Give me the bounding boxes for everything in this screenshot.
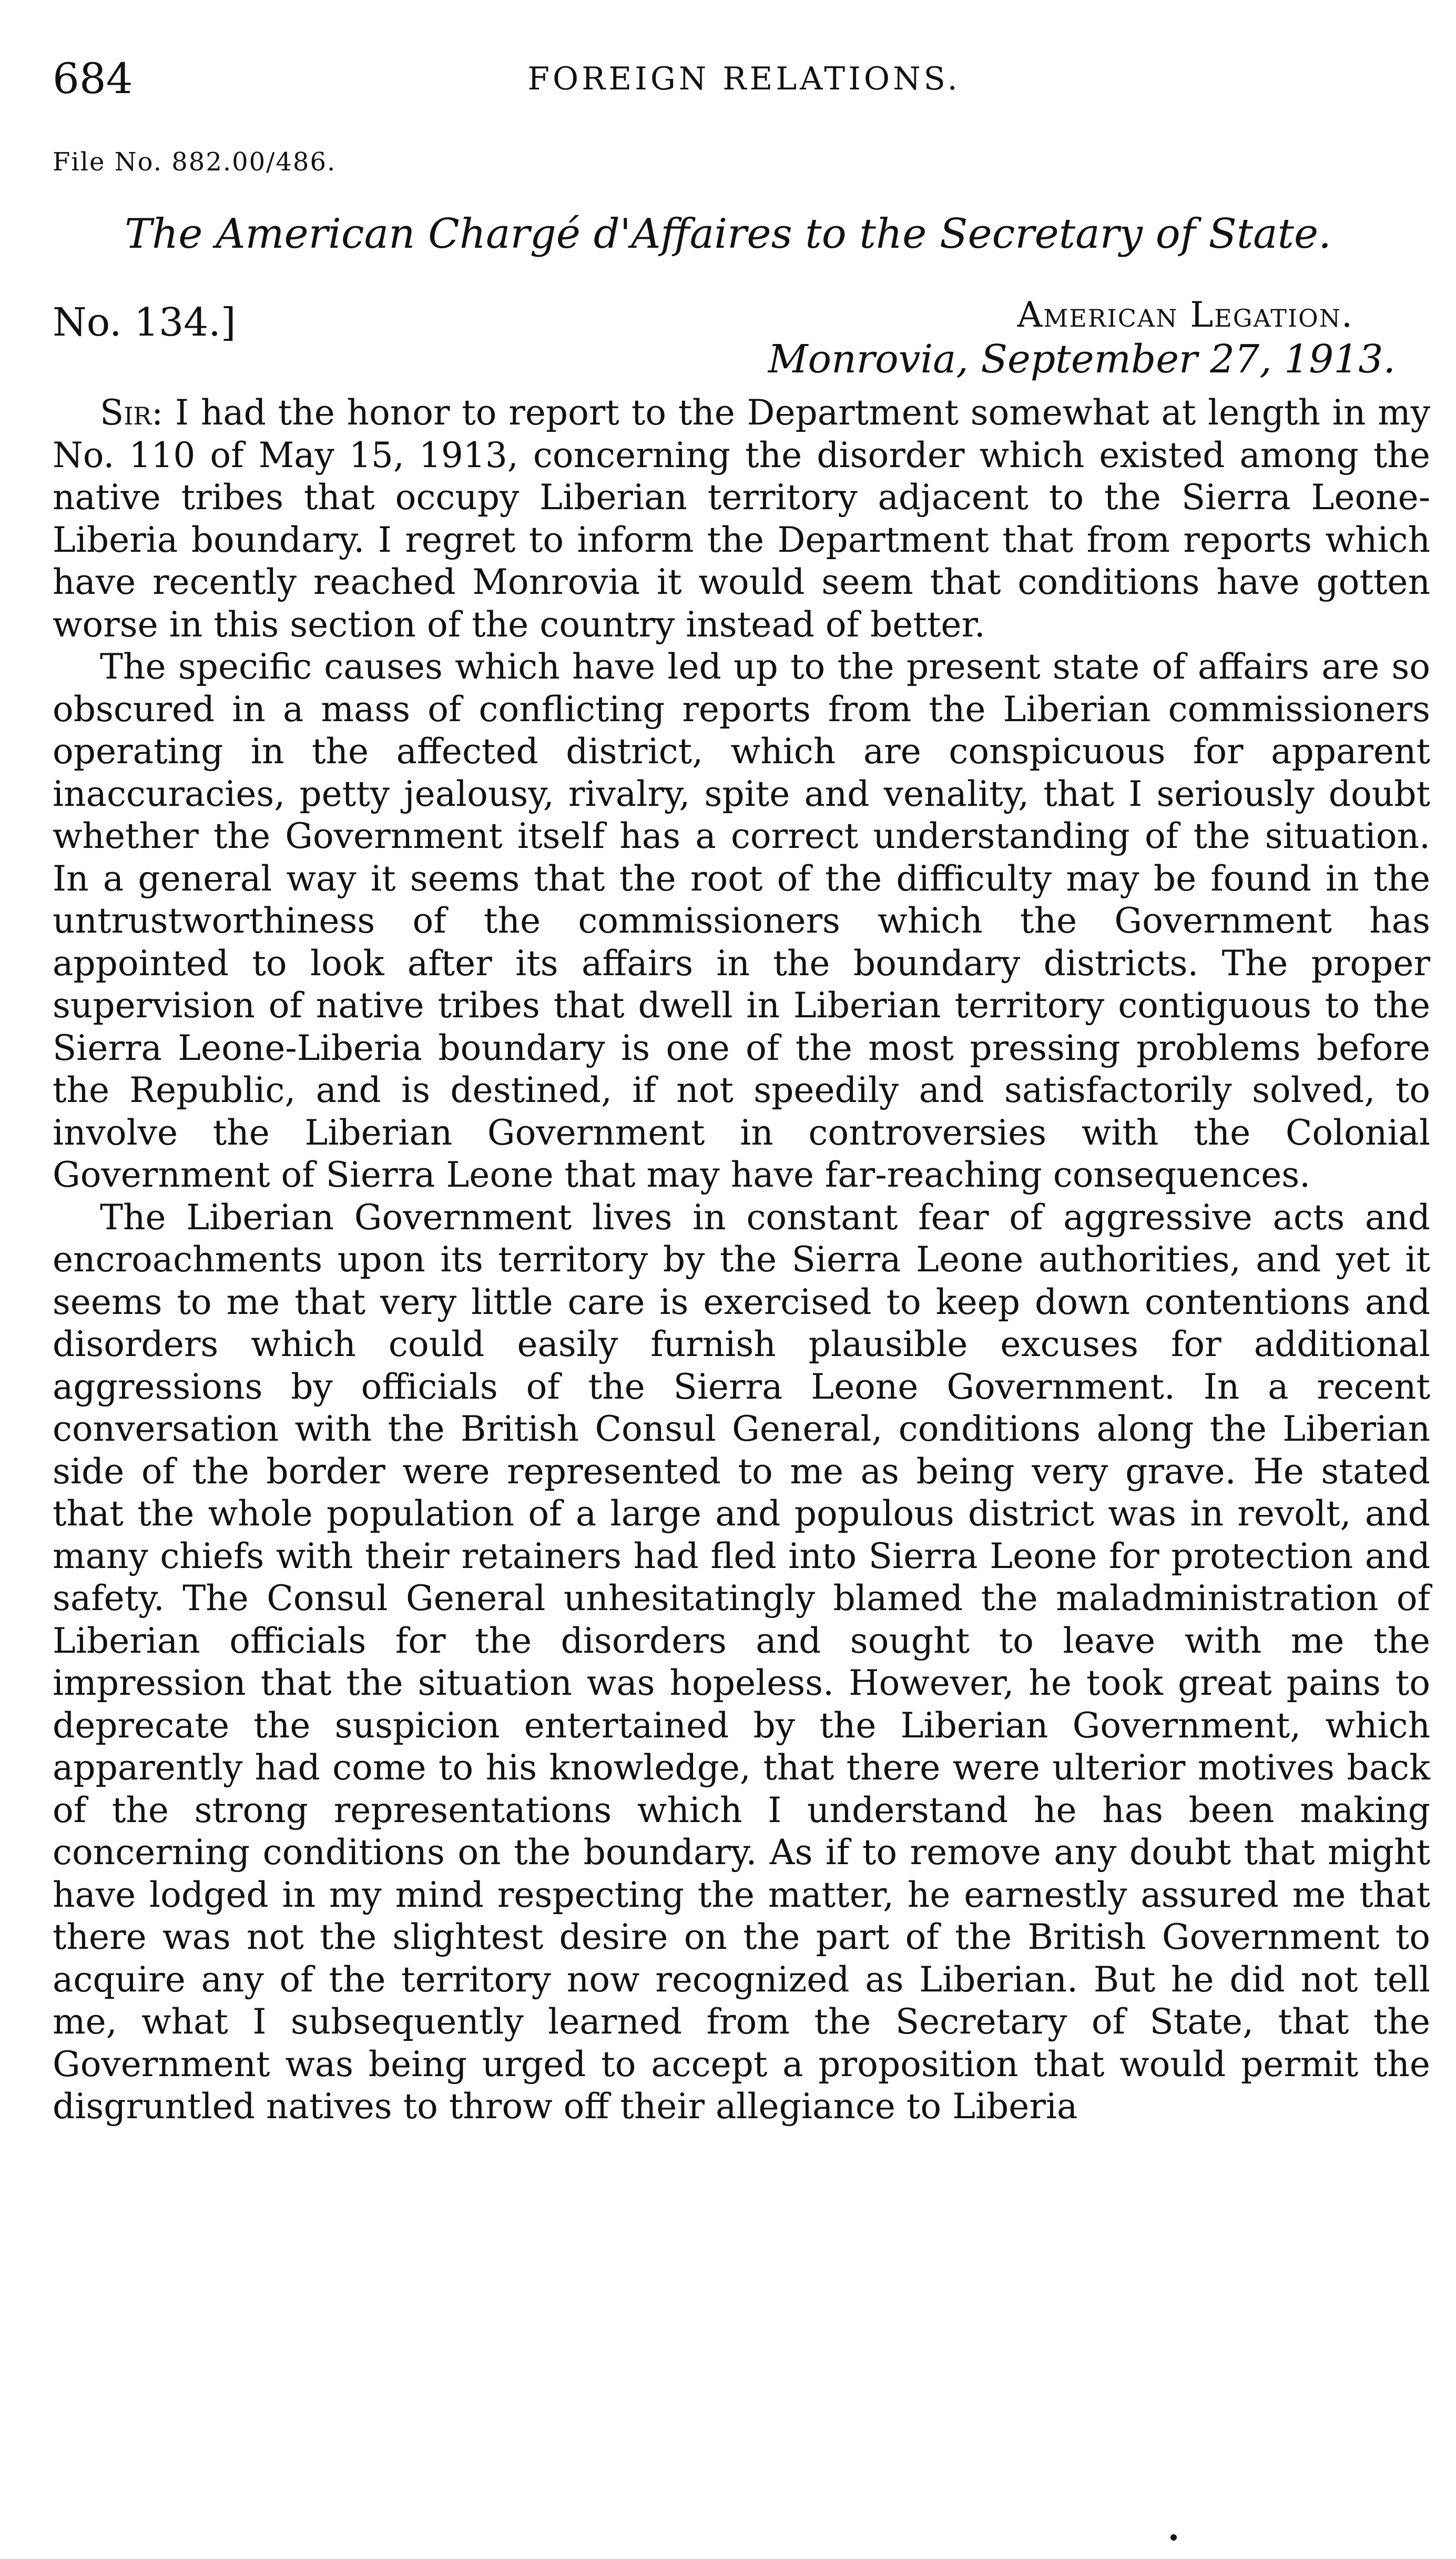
page-header [53, 50, 1435, 108]
document-title: The American Chargé d'Affaires to the Secretary of State. [125, 210, 1331, 258]
print-mark [1170, 2534, 1177, 2541]
paragraph-1-text: I had the honor to report to the Department somewhat at length in my No. 110 of May 15, 1913, concerning the disorder which existed among the native tribes that occupy Liberian territory adjacent to the Sierra Leone-Liberia boundary. I regret to inform the Department that from reports which have recently reached Monrovia it would seem that conditions have gotten worse in this section of the country instead of better. [53, 392, 1430, 645]
dispatch-number: No. 134.] [53, 300, 236, 345]
running-head: FOREIGN RELATIONS. [527, 60, 961, 97]
letter-body [53, 392, 1430, 2128]
dateline: Monrovia, September 27, 1913. [768, 337, 1396, 382]
paragraph-1 [53, 392, 1430, 646]
paragraph-3: The Liberian Government lives in constant fear of aggressive acts and encroachments upon its territory by the Sierra Leone authorities, and yet it seems to me that very little care is exercised to keep down contentions and disorders which could easily furnish plausible excuses for additional aggressions by officials of the Sierra Leone Government. In a recent conversation with the British Consul General, conditions along the Liberian side of the border were represented to me as being very grave. He stated that the whole population of a large and populous district was in revolt, and many chiefs with their retainers had fled into Sierra Leone for protection and safety. The Consul General unhesitatingly blamed the maladministration of Liberian officials for the disorders and sought to leave with me the impression that the situation was hopeless. However, he took great pains to deprecate the suspicion entertained by the Liberian Government, which apparently had come to his knowledge, that there were ulterior motives back of the strong representations which I understand he has been making concerning conditions on the boundary. As if to remove any doubt that might have lodged in my mind respecting the matter, he earnestly assured me that there was not the slightest desire on the part of the British Government to acquire any of the territory now recognized as Liberian. But he did not tell me, what I subsequently learned from the Secretary of State, that the Government was being urged to accept a proposition that would permit the disgruntled natives to throw off their allegiance to Liberia [53, 1197, 1430, 2127]
salutation: Sir: [100, 392, 164, 433]
page-number: 684 [53, 54, 133, 103]
legation-heading: American Legation. [1017, 295, 1353, 335]
paragraph-2: The specific causes which have led up to the present state of affairs are so obscured in a mass of conflicting reports from the Liberian commissioners operating in the affected district, which are conspicuous for apparent inaccuracies, petty jealousy, rivalry, spite and venality, that I seriously doubt whether the Government itself has a correct understanding of the situation. In a general way it seems that the root of the difficulty may be found in the untrustworthiness of the commissioners which the Government has appointed to look after its affairs in the boundary districts. The proper supervision of native tribes that dwell in Liberian territory contiguous to the Sierra Leone-Liberia boundary is one of the most pressing problems before the Republic, and is destined, if not speedily and satisfactorily solved, to involve the Liberian Government in controversies with the Colonial Government of Sierra Leone that may have far-reaching consequences. [53, 646, 1430, 1195]
file-number: File No. 882.00/486. [53, 147, 337, 177]
